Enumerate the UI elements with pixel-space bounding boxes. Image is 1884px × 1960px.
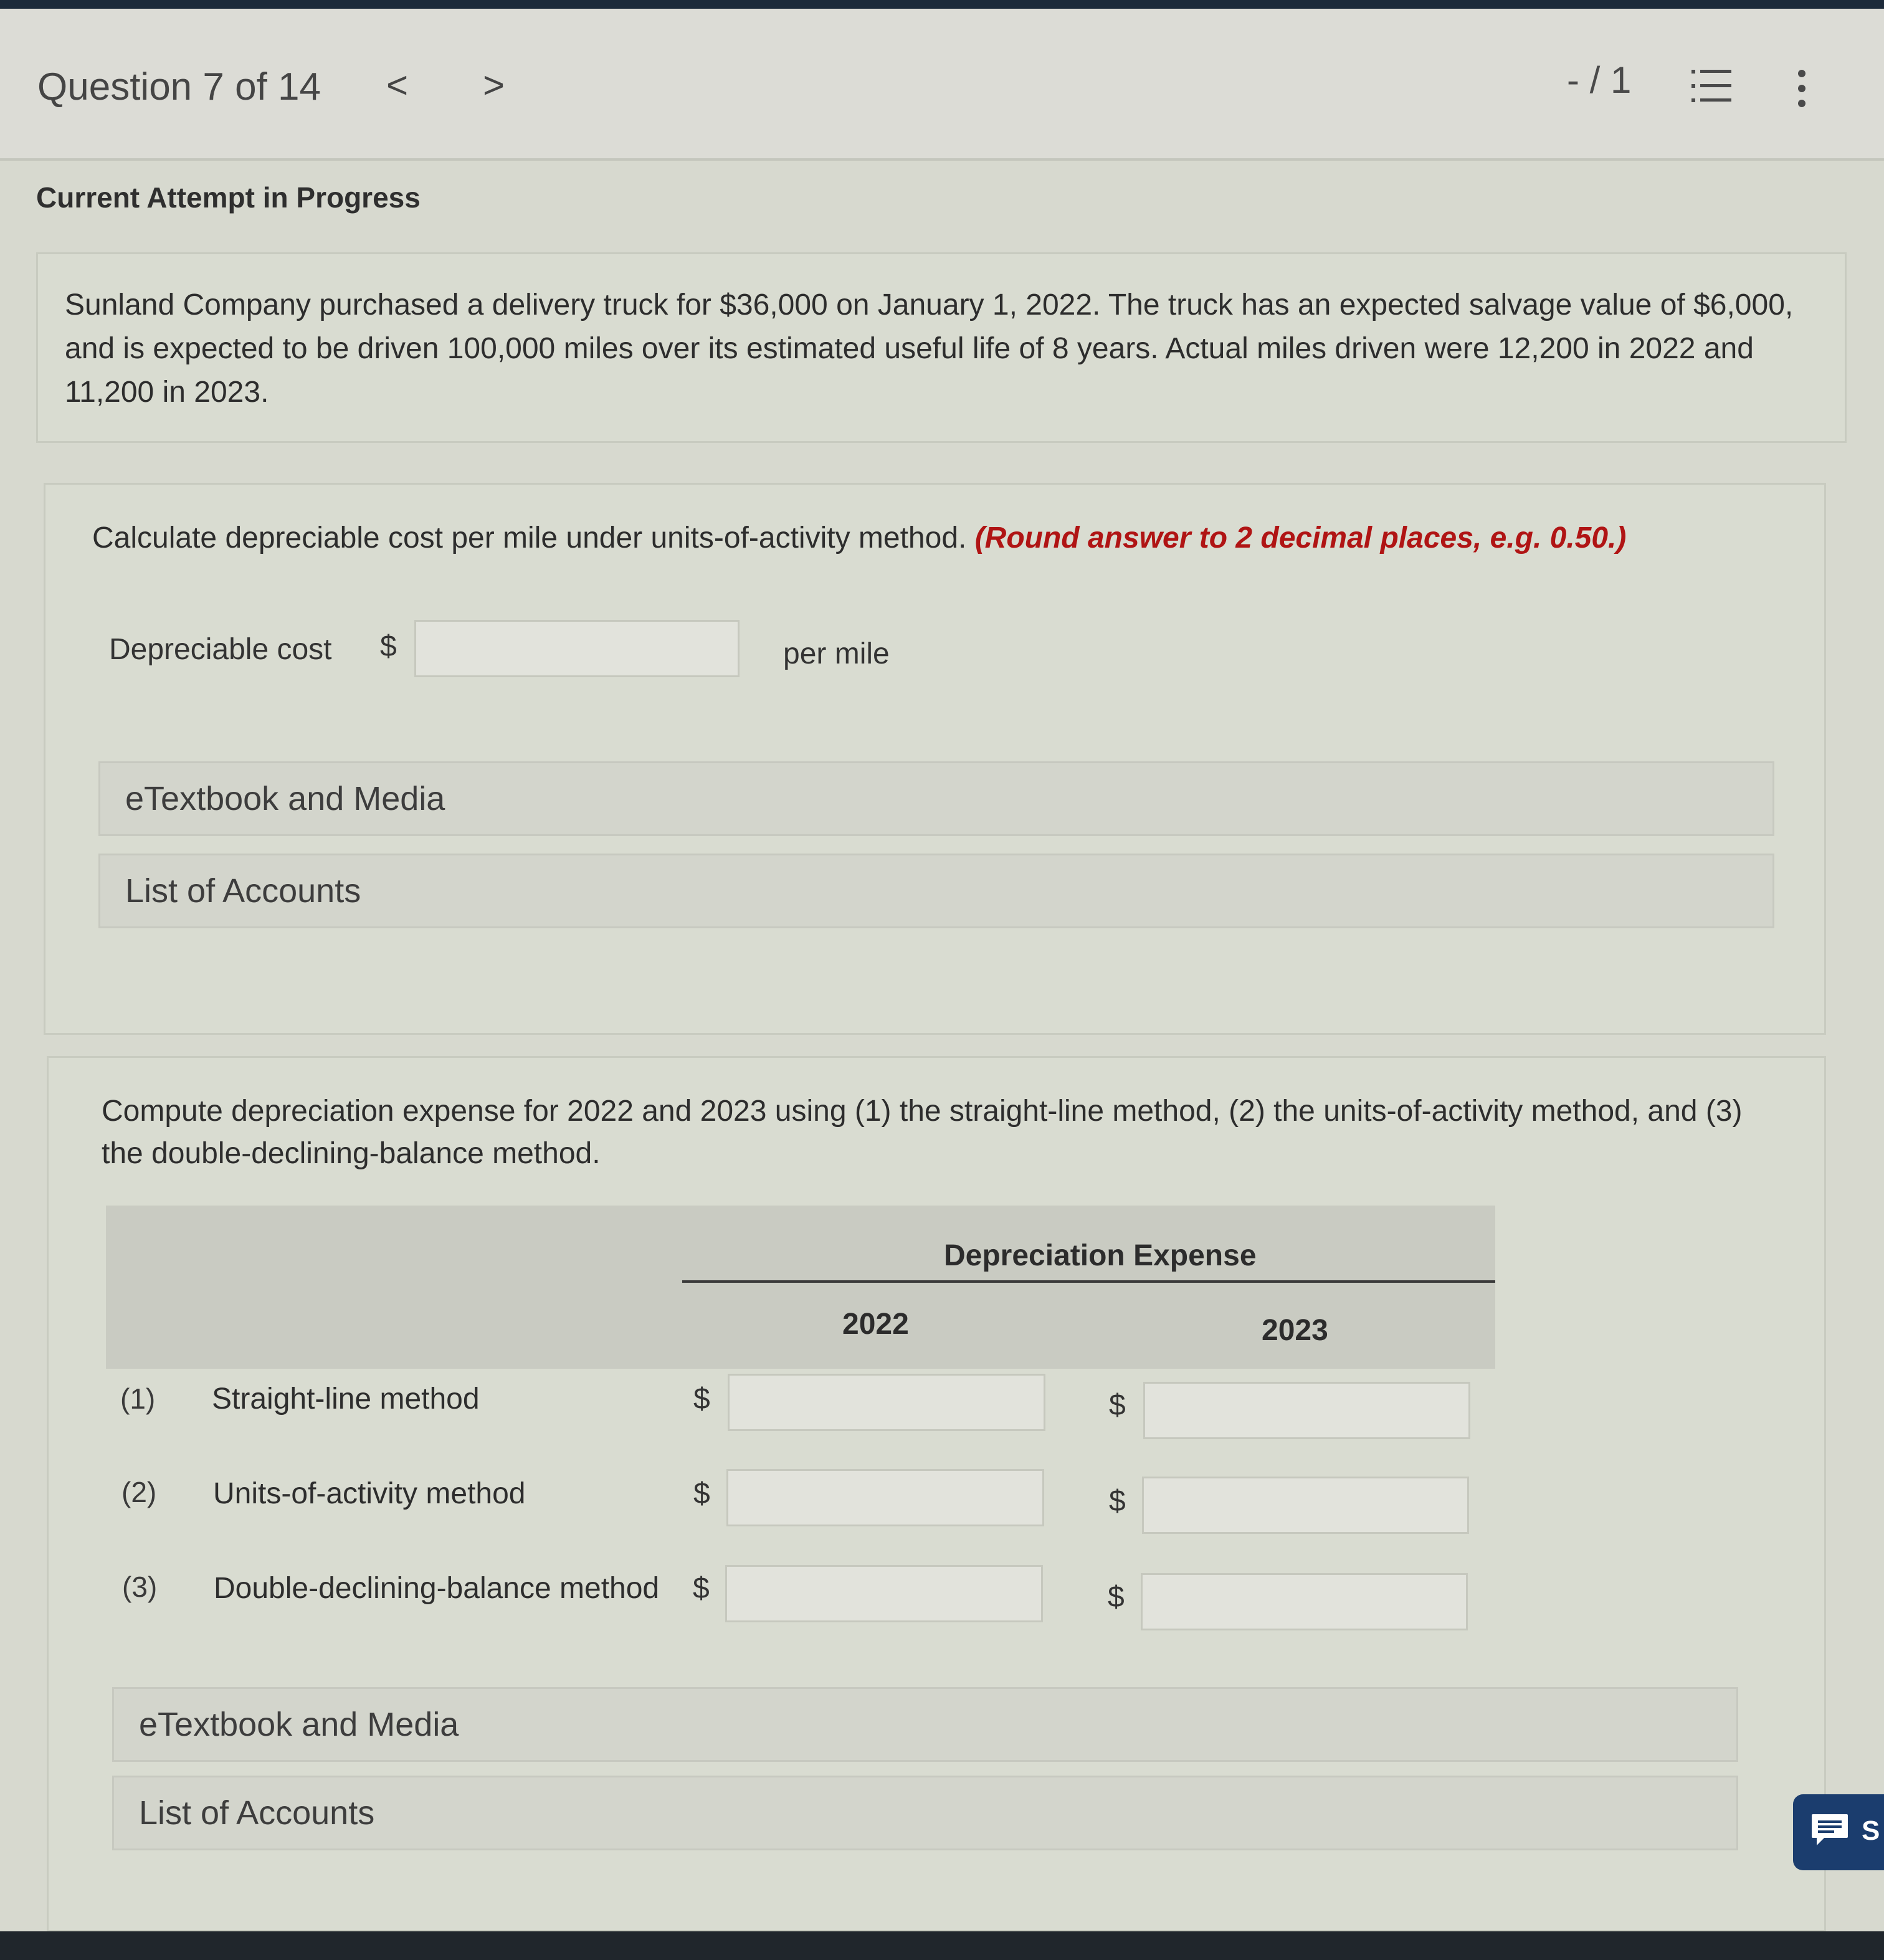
double-declining-2022-input[interactable]: [725, 1565, 1043, 1622]
question-header: [0, 9, 1884, 161]
row-label-straight-line: Straight-line method: [212, 1382, 480, 1415]
round-note: (Round answer to 2 decimal places, e.g. 0.50.): [974, 521, 1627, 554]
previous-question-button[interactable]: <: [386, 64, 409, 106]
chat-support-button[interactable]: [1793, 1794, 1884, 1870]
currency-symbol: $: [693, 1572, 710, 1605]
part2-instruction: Compute depreciation expense for 2022 and 2023 using (1) the straight-line method, (2) the units-of-activity method, and (3) the double-declining-balance method.: [102, 1095, 1743, 1170]
list-icon[interactable]: [1691, 69, 1731, 103]
double-declining-2023-input[interactable]: [1141, 1573, 1468, 1630]
list-of-accounts-button[interactable]: List of Accounts: [112, 1776, 1738, 1850]
currency-symbol: $: [693, 1382, 710, 1415]
chat-label: S: [1862, 1815, 1880, 1846]
row-number: (2): [121, 1476, 157, 1508]
straight-line-2023-input[interactable]: [1143, 1382, 1470, 1439]
per-mile-label: per mile: [783, 637, 890, 670]
bottom-edge: [0, 1931, 1884, 1960]
question-counter: Question 7 of 14: [37, 65, 321, 108]
problem-statement: Sunland Company purchased a delivery truck for $36,000 on January 1, 2022. The truck has an expected salvage value of $6,000, and is expected to be driven 100,000 miles over its estimated useful life of 8 years. Actual miles driven were 12,200 in 2022 and 11,200 in 2023.: [65, 288, 1794, 409]
depreciation-expense-header: Depreciation Expense: [944, 1239, 1257, 1272]
currency-symbol: $: [1109, 1389, 1126, 1422]
etextbook-media-button[interactable]: eTextbook and Media: [112, 1687, 1738, 1762]
part1-panel: [44, 483, 1826, 1035]
question-score: - / 1: [1567, 59, 1632, 101]
currency-symbol: $: [1109, 1485, 1126, 1518]
next-question-button[interactable]: >: [483, 64, 505, 106]
attempt-status: Current Attempt in Progress: [36, 181, 421, 214]
list-of-accounts-button[interactable]: List of Accounts: [98, 854, 1774, 928]
straight-line-2022-input[interactable]: [728, 1374, 1045, 1431]
row-label-double-declining-balance: Double-declining-balance method: [214, 1572, 660, 1605]
header-divider: [682, 1280, 1495, 1283]
etextbook-media-button[interactable]: eTextbook and Media: [98, 761, 1774, 836]
units-of-activity-2023-input[interactable]: [1142, 1477, 1469, 1534]
chat-icon: [1810, 1813, 1849, 1848]
depreciable-cost-label: Depreciable cost: [109, 633, 332, 666]
row-number: (1): [120, 1382, 156, 1415]
part1-instruction-text: Calculate depreciable cost per mile under units-of-activity method.: [92, 521, 967, 554]
more-vertical-icon[interactable]: [1794, 69, 1809, 108]
units-of-activity-2022-input[interactable]: [726, 1469, 1044, 1526]
top-edge: [0, 0, 1884, 9]
currency-symbol: $: [1108, 1581, 1125, 1614]
part1-instruction: [92, 517, 1774, 559]
currency-symbol: $: [380, 630, 397, 663]
column-2023-header: 2023: [1262, 1314, 1328, 1347]
currency-symbol: $: [693, 1477, 710, 1510]
row-label-units-of-activity: Units-of-activity method: [213, 1477, 526, 1510]
column-2022-header: 2022: [842, 1308, 909, 1341]
row-number: (3): [122, 1571, 158, 1603]
depreciable-cost-input[interactable]: [414, 620, 740, 677]
